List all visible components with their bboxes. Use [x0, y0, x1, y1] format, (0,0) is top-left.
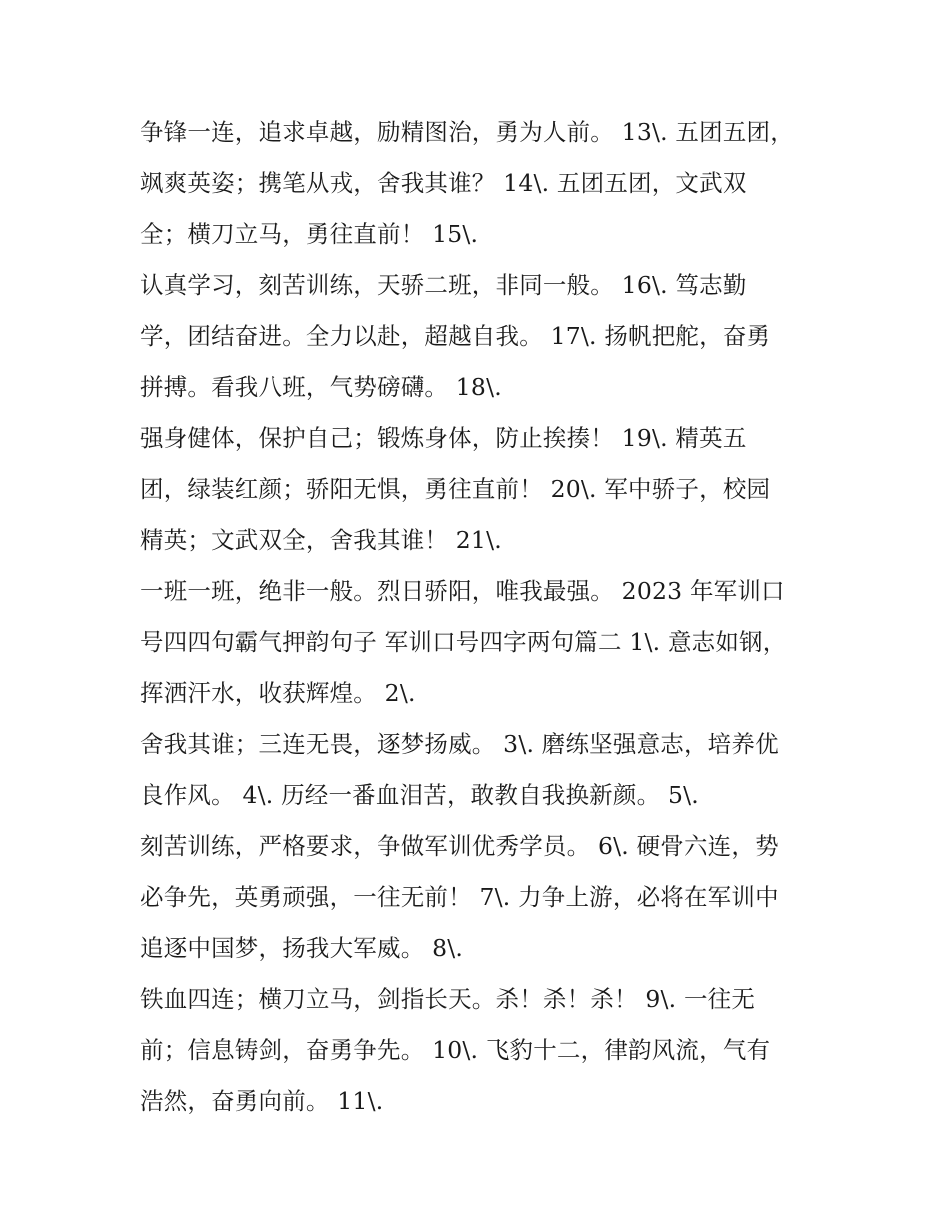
text-line: 强身健体，保护自己；锻炼身体，防止挨揍！ 19\. 精英五	[140, 424, 747, 452]
text-line: 争锋一连，追求卓越，励精图治，勇为人前。 13\. 五团五团，	[140, 118, 794, 146]
text-line: 挥洒汗水，收获辉煌。 2\.	[140, 679, 416, 707]
text-line: 刻苦训练，严格要求，争做军训优秀学员。 6\. 硬骨六连，势	[140, 832, 779, 860]
document-body	[140, 107, 820, 1127]
text-line: 必争先，英勇顽强，一往无前！ 7\. 力争上游，必将在军训中	[140, 883, 779, 911]
text-line: 铁血四连；横刀立马，剑指长天。杀！杀！杀！ 9\. 一往无	[140, 985, 756, 1013]
text-line: 学，团结奋进。全力以赴，超越自我。 17\. 扬帆把舵，奋勇	[140, 322, 771, 350]
text-line: 号四四句霸气押韵句子 军训口号四字两句篇二 1\. 意志如钢，	[140, 628, 787, 656]
text-line: 精英；文武双全，舍我其谁！ 21\.	[140, 526, 502, 554]
text-line: 拼搏。看我八班，气势磅礴。 18\.	[140, 373, 502, 401]
text-line: 舍我其谁；三连无畏，逐梦扬威。 3\. 磨练坚强意志，培养优	[140, 730, 779, 758]
text-line: 团，绿装红颜；骄阳无惧，勇往直前！ 20\. 军中骄子，校园	[140, 475, 771, 503]
text-line: 一班一班，绝非一般。烈日骄阳，唯我最强。 2023 年军训口	[140, 577, 785, 605]
text-line: 认真学习，刻苦训练，天骄二班，非同一般。 16\. 笃志勤	[140, 271, 747, 299]
text-line: 前；信息铸剑，奋勇争先。 10\. 飞豹十二，律韵风流，气有	[140, 1036, 771, 1064]
text-line: 飒爽英姿；携笔从戎，舍我其谁？ 14\. 五团五团，文武双	[140, 169, 747, 197]
text-line: 良作风。 4\. 历经一番血泪苦，敢教自我换新颜。 5\.	[140, 781, 699, 809]
text-line: 全；横刀立马，勇往直前！ 15\.	[140, 220, 479, 248]
text-line: 追逐中国梦，扬我大军威。 8\.	[140, 934, 464, 962]
text-line: 浩然，奋勇向前。 11\.	[140, 1087, 384, 1115]
